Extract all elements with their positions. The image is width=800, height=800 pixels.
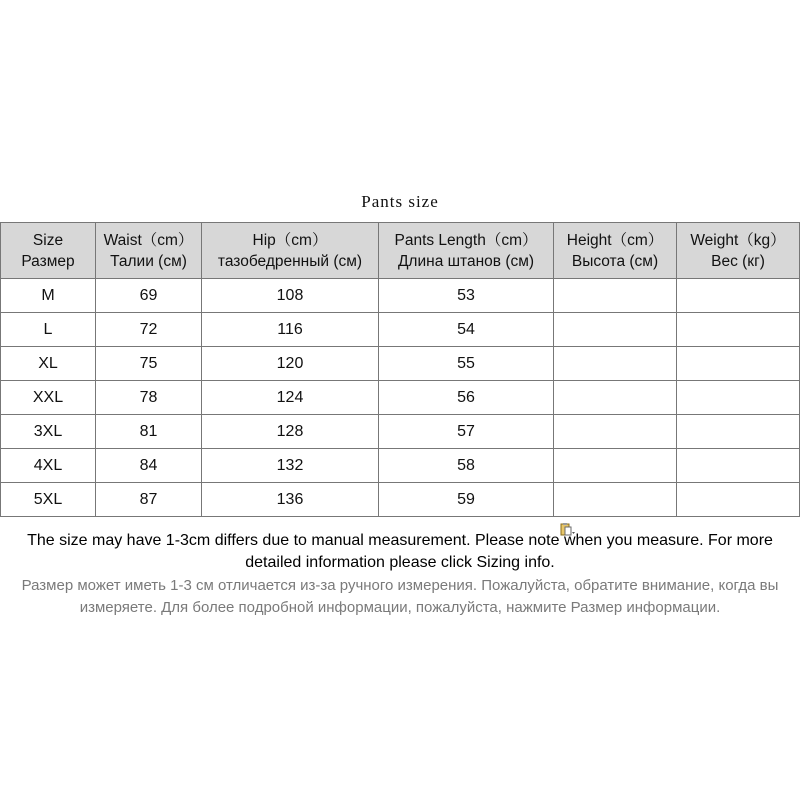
cell-height — [554, 279, 677, 313]
cell-pants-length: 54 — [379, 313, 554, 347]
table-row — [1, 313, 800, 347]
header-label-ru: Высота (см) — [571, 252, 659, 270]
header-label-en: Size — [32, 231, 64, 249]
header-label-ru: Размер — [21, 252, 75, 270]
cell-height — [554, 449, 677, 483]
cell-waist: 84 — [96, 449, 202, 483]
size-table — [0, 222, 800, 517]
cell-waist: 78 — [96, 381, 202, 415]
cell-weight — [677, 279, 800, 313]
header-label-ru: Вес (кг) — [711, 252, 765, 270]
cell-weight — [677, 483, 800, 517]
cell-weight — [677, 381, 800, 415]
note-russian: Размер может иметь 1-3 см отличается из-за ручного измерения. Пожалуйста, обратите внимание, когда вы измеряете. Для более подробной информации, пожалуйста, нажмите Размер информации. — [21, 577, 779, 616]
cell-waist: 87 — [96, 483, 202, 517]
cell-height — [554, 415, 677, 449]
cell-size: 3XL — [1, 415, 96, 449]
column-header-weight — [677, 223, 800, 279]
cell-hip: 124 — [202, 381, 379, 415]
measurement-notes — [0, 530, 800, 619]
table-row — [1, 279, 800, 313]
cell-pants-length: 59 — [379, 483, 554, 517]
cell-hip: 136 — [202, 483, 379, 517]
cell-hip: 120 — [202, 347, 379, 381]
column-header-hip — [202, 223, 379, 279]
column-header-height — [554, 223, 677, 279]
cell-waist: 69 — [96, 279, 202, 313]
cell-hip: 132 — [202, 449, 379, 483]
header-label-ru: тазобедренный (см) — [217, 252, 363, 270]
cell-height — [554, 483, 677, 517]
table-row — [1, 347, 800, 381]
column-header-pants-length — [379, 223, 554, 279]
header-label-en: Height（cm） — [566, 231, 664, 249]
header-label-en: Pants Length（cm） — [394, 231, 538, 249]
cell-hip: 116 — [202, 313, 379, 347]
column-header-waist — [96, 223, 202, 279]
cell-size: L — [1, 313, 96, 347]
cell-pants-length: 57 — [379, 415, 554, 449]
cell-pants-length: 53 — [379, 279, 554, 313]
column-header-size — [1, 223, 96, 279]
cell-size: M — [1, 279, 96, 313]
cell-waist: 75 — [96, 347, 202, 381]
header-label-en: Waist（cm） — [103, 231, 194, 249]
page-title: Pants size — [361, 192, 439, 211]
cell-height — [554, 347, 677, 381]
cell-pants-length: 58 — [379, 449, 554, 483]
cell-weight — [677, 415, 800, 449]
header-label-ru: Талии (см) — [110, 252, 187, 270]
cell-waist: 81 — [96, 415, 202, 449]
cell-hip: 108 — [202, 279, 379, 313]
note-english: The size may have 1-3cm differs due to manual measurement. Please note when you measure. For more detailed information please click Sizing info. — [27, 532, 773, 571]
cell-weight — [677, 313, 800, 347]
cell-weight — [677, 347, 800, 381]
header-label-en: Hip（cm） — [252, 231, 328, 249]
header-label-en: Weight（kg） — [690, 231, 786, 249]
cell-size: XL — [1, 347, 96, 381]
table-row — [1, 415, 800, 449]
cell-height — [554, 313, 677, 347]
table-row — [1, 381, 800, 415]
cell-size: 5XL — [1, 483, 96, 517]
cell-size: XXL — [1, 381, 96, 415]
table-row — [1, 483, 800, 517]
cell-hip: 128 — [202, 415, 379, 449]
cell-waist: 72 — [96, 313, 202, 347]
cell-size: 4XL — [1, 449, 96, 483]
table-header-row — [1, 223, 800, 279]
cell-pants-length: 55 — [379, 347, 554, 381]
table-row — [1, 449, 800, 483]
header-label-ru: Длина штанов (см) — [397, 252, 535, 270]
cell-weight — [677, 449, 800, 483]
cell-pants-length: 56 — [379, 381, 554, 415]
cell-height — [554, 381, 677, 415]
